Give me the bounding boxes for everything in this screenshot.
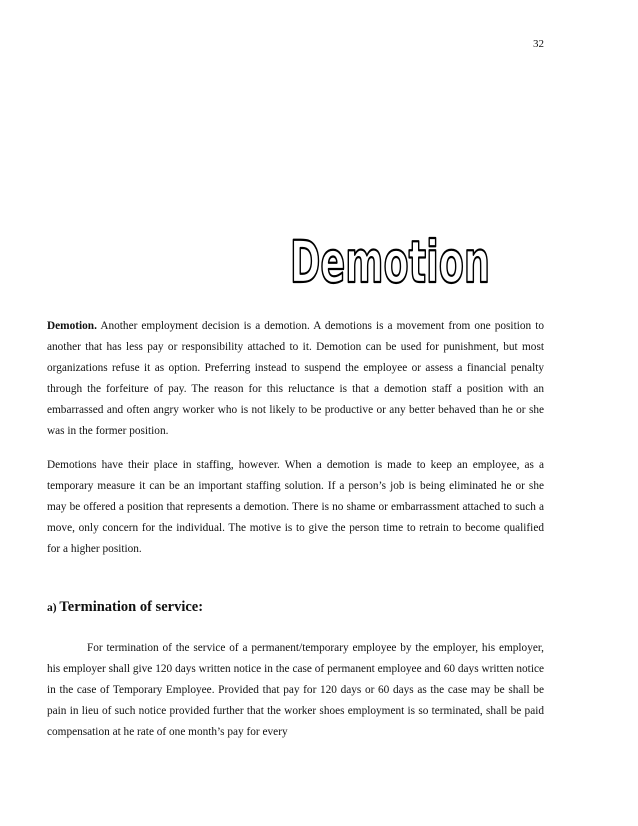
demotion-paragraph-2: Demotions have their place in staffing, however. When a demotion is made to keep an employee, as a temporary measure it can be an important staffing solution. If a person’s job is being eliminated he or she may be offered a position that represents a demotion. There is no shame or embarrassment attached to such a move, only concern for the individual. The motive is to give the person time to retrain to become qualified for a higher position.: [47, 458, 544, 555]
termination-heading-title: Termination of service:: [59, 599, 204, 616]
demotion-paragraph-1-text: Another employment decision is a demotion. A demotions is a movement from one position to another that has less pay or responsibility attached to it. Demotion can be used for punishment, but most organizations refuse it as option. Preferring instead to suspend the employee or assess a financial penalty through the forfeiture of pay. The reason for this reluctance is that a demotion staff a position with an embarrassed and often angry worker who is not likely to be productive or any better behaved than he or she was in the former position.: [47, 320, 544, 438]
demotion-lead: Demotion.: [47, 320, 97, 332]
document-body: [47, 316, 544, 744]
demotion-paragraph-1: [47, 316, 544, 443]
wordart-text: Demotion: [290, 228, 490, 296]
termination-paragraph: For termination of the service of a permanent/temporary employee by the employer, his employer, his employer shall give 120 days written notice in the case of permanent employee and 60 days written notice in the case of Temporary Employee. Provided that pay for 120 days or 60 days as the case may be shall be pain in lieu of such notice provided further that the worker shoes employment is so terminated, shall be paid compensation at he rate of one month’s pay for every: [47, 642, 544, 739]
termination-heading: [47, 597, 544, 618]
demotion-wordart: [287, 228, 493, 296]
page-number: 32: [533, 38, 544, 50]
termination-heading-prefix: a): [47, 602, 57, 615]
